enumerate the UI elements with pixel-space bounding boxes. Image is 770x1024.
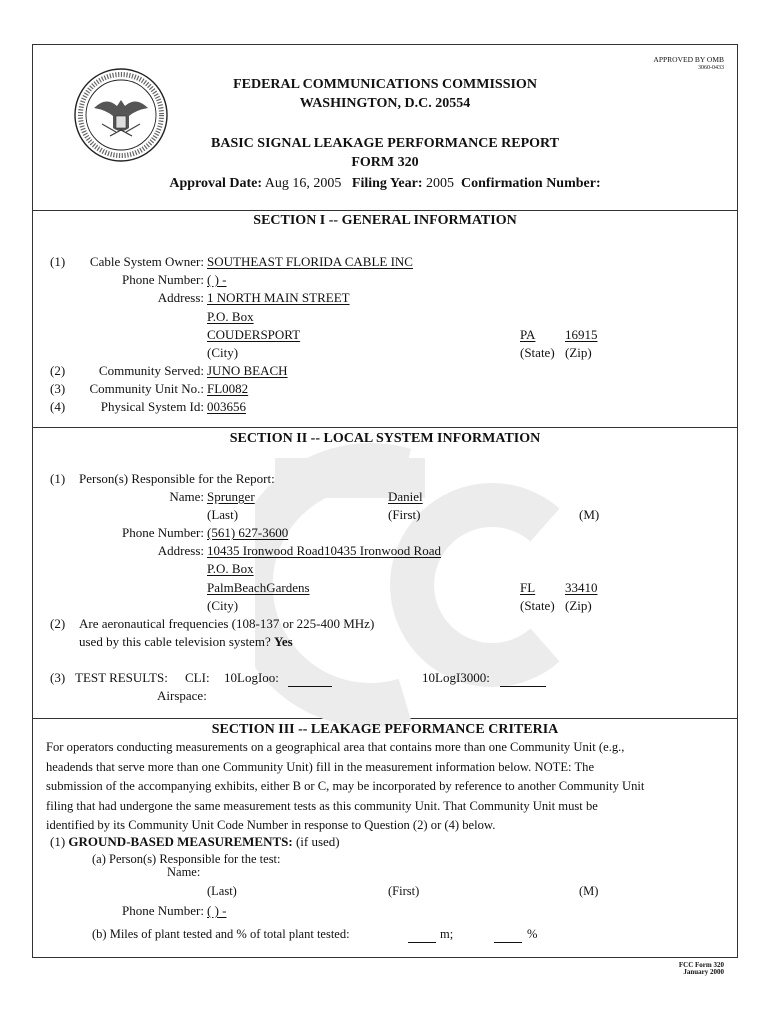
item-number: (1) (50, 834, 66, 849)
aero-question-line1: Are aeronautical frequencies (108-137 or 225-400 MHz) (79, 616, 375, 631)
omb-number: 3060-0433 (698, 65, 724, 71)
city-caption: (City) (207, 345, 239, 360)
name-label: Name: (169, 489, 204, 504)
agency-city: WASHINGTON, D.C. 20554 (299, 96, 471, 111)
address-value: 1 NORTH MAIN STREET (207, 290, 350, 305)
section-1-title: SECTION I -- GENERAL INFORMATION (253, 213, 517, 228)
aero-question-text: used by this cable television system? (79, 634, 271, 649)
state-caption: (State) (520, 345, 555, 360)
paragraph-line: headends that serve more than one Community Unit) fill in the measurement information below. NOTE: The (46, 759, 595, 774)
approval-date: Aug 16, 2005 (264, 176, 342, 191)
phone-label: Phone Number: (122, 525, 204, 540)
percent-unit: % (527, 927, 538, 941)
phone-value: ( ) - (207, 903, 227, 918)
ground-note: (if used) (295, 834, 340, 849)
last-name-value: Sprunger (207, 489, 255, 504)
unit-value: FL0082 (207, 381, 249, 396)
section-2-title: SECTION II -- LOCAL SYSTEM INFORMATION (229, 431, 541, 446)
ground-label: GROUND-BASED MEASUREMENTS: (68, 834, 293, 849)
address-label: Address: (157, 543, 204, 558)
filing-label: Filing Year: (351, 176, 423, 191)
phone-label: Phone Number: (122, 903, 204, 918)
address-value: 10435 Ironwood Road10435 Ironwood Road (207, 543, 441, 558)
item-number: (3) (50, 670, 66, 685)
log-ioo-field[interactable] (288, 674, 332, 692)
paragraph-line: For operators conducting measurements on a geographical area that contains more than one Community Unit (e.g., (46, 740, 625, 754)
last-caption: (Last) (207, 884, 237, 898)
city-caption: (City) (207, 598, 239, 613)
zip-value: 16915 (565, 327, 598, 342)
last-caption: (Last) (207, 507, 239, 522)
paragraph-line: filing that had undergone the same measurement tests as this community Unit. That Community Unit must be (46, 798, 598, 813)
psid-label: Physical System Id: (100, 399, 204, 414)
item-number: (2) (50, 363, 66, 378)
middle-caption: (M) (579, 884, 599, 898)
test-results-label: TEST RESULTS: (75, 670, 168, 685)
log-ioo-label: 10LogIoo: (224, 670, 279, 685)
aero-answer: Yes (273, 634, 293, 649)
zip-caption: (Zip) (565, 598, 592, 613)
zip-value: 33410 (565, 580, 598, 595)
agency-name: FEDERAL COMMUNICATIONS COMMISSION (233, 77, 537, 92)
community-value: JUNO BEACH (207, 363, 288, 378)
b-label: (b) Miles of plant tested and % of total plant tested: (92, 927, 350, 941)
footer-form-label: FCC Form 320 (678, 961, 724, 969)
responsible-label: Person(s) Responsible for the Report: (79, 471, 275, 486)
confirmation-label: Confirmation Number: (461, 176, 601, 191)
miles-field[interactable] (408, 930, 436, 948)
section-3-title: SECTION III -- LEAKAGE PEFORMANCE CRITERIA (211, 722, 559, 737)
po-box: P.O. Box (207, 309, 254, 324)
approval-label: Approval Date: (169, 176, 263, 191)
first-caption: (First) (388, 507, 421, 522)
omb-label: APPROVED BY OMB (653, 55, 724, 64)
city-value: PalmBeachGardens (207, 580, 310, 595)
report-title: BASIC SIGNAL LEAKAGE PERFORMANCE REPORT (211, 136, 559, 151)
item-number: (1) (50, 471, 66, 486)
state-value: PA (520, 327, 536, 342)
city-value: COUDERSPORT (207, 327, 301, 342)
phone-value: (561) 627-3600 (207, 525, 289, 540)
item-number: (2) (50, 616, 66, 631)
middle-caption: (M) (579, 507, 600, 522)
airspace-label: Airspace: (157, 688, 207, 703)
a-label: (a) Person(s) Responsible for the test: (92, 852, 281, 866)
form-footer (679, 962, 724, 976)
phone-value: ( ) - (207, 272, 227, 287)
section-divider (32, 210, 738, 211)
unit-label: Community Unit No.: (89, 381, 204, 396)
percent-field[interactable] (494, 930, 522, 948)
po-box: P.O. Box (207, 561, 254, 576)
filing-year: 2005 (426, 176, 455, 191)
item-number: (1) (50, 254, 66, 269)
paragraph-line: identified by its Community Unit Code Number in response to Question (2) or (4) below. (46, 818, 496, 833)
state-value: FL (520, 580, 536, 595)
aero-question-line2 (79, 634, 293, 650)
owner-label: Cable System Owner: (89, 254, 204, 269)
footer-date-label: January 2000 (683, 968, 724, 976)
state-caption: (State) (520, 598, 555, 613)
section-3-paragraph (46, 738, 730, 836)
owner-value: SOUTHEAST FLORIDA CABLE INC (207, 254, 413, 269)
miles-unit: m; (440, 927, 454, 941)
paragraph-line: submission of the accompanying exhibits, either B or C, may be incorporated by reference to another Community Unit (46, 779, 645, 794)
section-divider (32, 427, 738, 428)
zip-caption: (Zip) (565, 345, 592, 360)
address-label: Address: (157, 290, 204, 305)
log-i3000-label: 10LogI3000: (422, 670, 490, 685)
name-label: Name: (167, 865, 201, 879)
item-number: (4) (50, 399, 66, 414)
form-name: FORM 320 (351, 155, 419, 170)
log-i3000-field[interactable] (500, 674, 546, 692)
cli-label: CLI: (185, 670, 210, 685)
community-label: Community Served: (98, 363, 204, 378)
omb-approval (653, 56, 724, 72)
approval-line (0, 176, 770, 192)
phone-label: Phone Number: (122, 272, 204, 287)
ground-measurements-line (50, 834, 340, 850)
first-name-value: Daniel (388, 489, 423, 504)
psid-value: 003656 (207, 399, 246, 414)
first-caption: (First) (388, 884, 420, 898)
item-number: (3) (50, 381, 66, 396)
